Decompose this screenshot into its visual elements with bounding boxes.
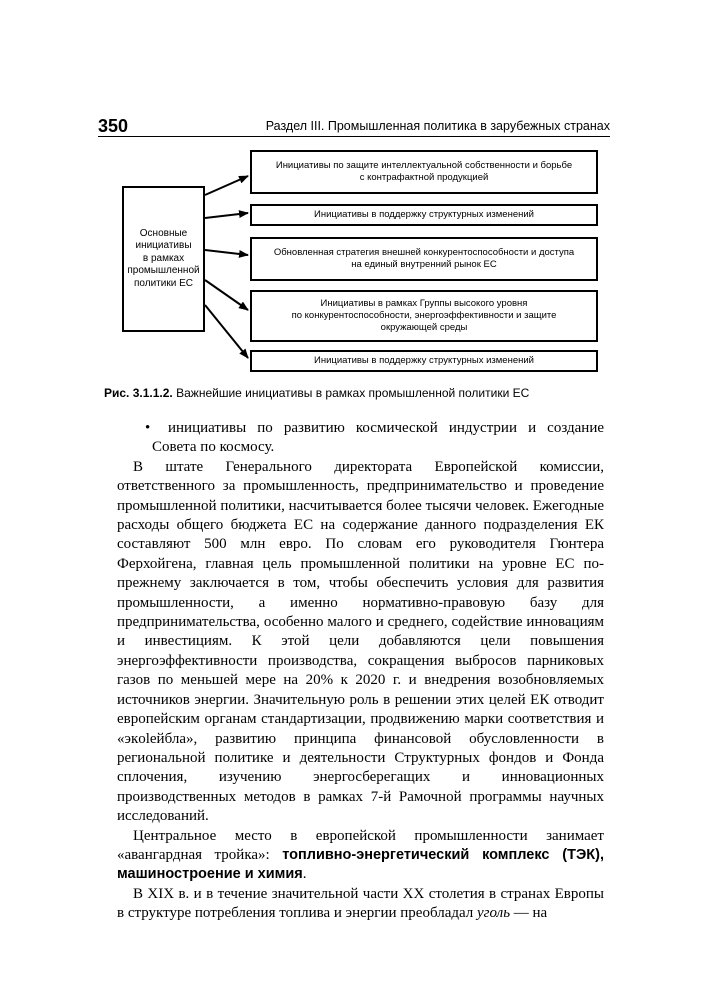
initiative-box-5 [250, 350, 598, 372]
box-line: с контрафактной продукцией [359, 172, 489, 183]
figure-caption [104, 386, 614, 400]
bullet-item [117, 419, 604, 458]
bullet-text: инициативы по развитию космической индустрии и создание Совета по космосу. [152, 420, 604, 456]
box-line: Обновленная стратегия внешней конкурентоспособности и доступа [273, 247, 575, 258]
arrow-4 [205, 280, 248, 310]
box-line: Инициативы по защите интеллектуальной собственности и борьбе [275, 160, 573, 171]
paragraph-3 [117, 885, 604, 924]
box-line: Инициативы в поддержку структурных изменений [314, 209, 534, 220]
paragraph-3-italic: уголь [477, 905, 511, 922]
paragraph-2-bold: топливно-энергетический комплекс (ТЭК), машиностроение и химия [117, 846, 604, 883]
initiative-box-2 [250, 204, 598, 226]
box-line: по конкурентоспособности, энергоэффективности и защите [291, 310, 557, 321]
bullet-marker: • [145, 420, 151, 436]
paragraph-1: В штате Генерального директората Европейской комиссии, ответственного за промышленность, предпринимательство и проведение промышленной политики, насчитывается более тысячи человек. Ежегодные расходы общего бюджета ЕС на содержание данного подразделения ЕК составляют 500 млн евро. По словам его руководителя Гюнтера Ферхойгена, главная цель промышленной политики на уровне ЕС по-прежнему заключается в том, чтобы обеспечить условия для развития промышленности, а именно нормативно-правовую базу для предпринимательства, особенно малого и среднего, содействие инновациям и инвестициям. К этой цели добавляются цели повышения энергоэффективности производства, сокращения выбросов парниковых газов по меньшей мере на 20% к 2020 г. и внедрения возобновляемых источников энергии. Значительную роль в решении этих целей ЕК отводит европейским органам стандартизации, продвижению марки соответствия и «экolейбла», развитию принципа финансовой обусловленности в региональной политике и деятельности Структурных фондов и Фонда сплочения, изучению энергосберегащих и инновационных производственных методов в рамках 7-й Рамочной программы научных исследований. [117, 458, 604, 825]
paragraph-2-end: . [302, 866, 307, 883]
box-line: окружающей среды [380, 322, 468, 333]
box-line: на единый внутренний рынок ЕС [351, 259, 497, 270]
arrow-5 [205, 305, 248, 358]
caption-text: Важнейшие инициативы в рамках промышленной политики ЕС [176, 386, 530, 400]
paragraph-3-start: В XIX в. и в течение значительной части XX столетия в странах Европы в структуре потребления топлива и энергии преобладал [117, 885, 604, 922]
running-title: Раздел III. Промышленная политика в зарубежных странах [265, 119, 610, 133]
center-box [122, 186, 205, 332]
paragraph-2-start: Центральное место в европейской промышленности занимает «авангардная тройка»: [117, 827, 604, 863]
caption-label: Рис. 3.1.1.2. [104, 386, 173, 400]
box-line: Инициативы в поддержку структурных изменений [314, 355, 534, 366]
arrow-1 [205, 176, 248, 195]
center-line: политики ЕС [134, 277, 193, 289]
initiatives-diagram [0, 0, 713, 380]
center-line: Основные [139, 227, 188, 239]
center-line: в рамках [142, 252, 185, 264]
initiative-box-4 [250, 290, 598, 342]
arrow-3 [205, 250, 248, 255]
page-number: 350 [98, 116, 129, 136]
arrow-2 [205, 213, 248, 218]
initiative-box-1 [250, 150, 598, 194]
center-line: инициативы [135, 240, 192, 252]
box-line: Инициативы в рамках Группы высокого уровня [320, 298, 528, 309]
body-text [117, 419, 604, 924]
paragraph-2 [117, 827, 604, 885]
paragraph-3-end: — на [510, 905, 548, 922]
initiative-box-3 [250, 237, 598, 281]
center-line: промышленной [127, 265, 200, 277]
